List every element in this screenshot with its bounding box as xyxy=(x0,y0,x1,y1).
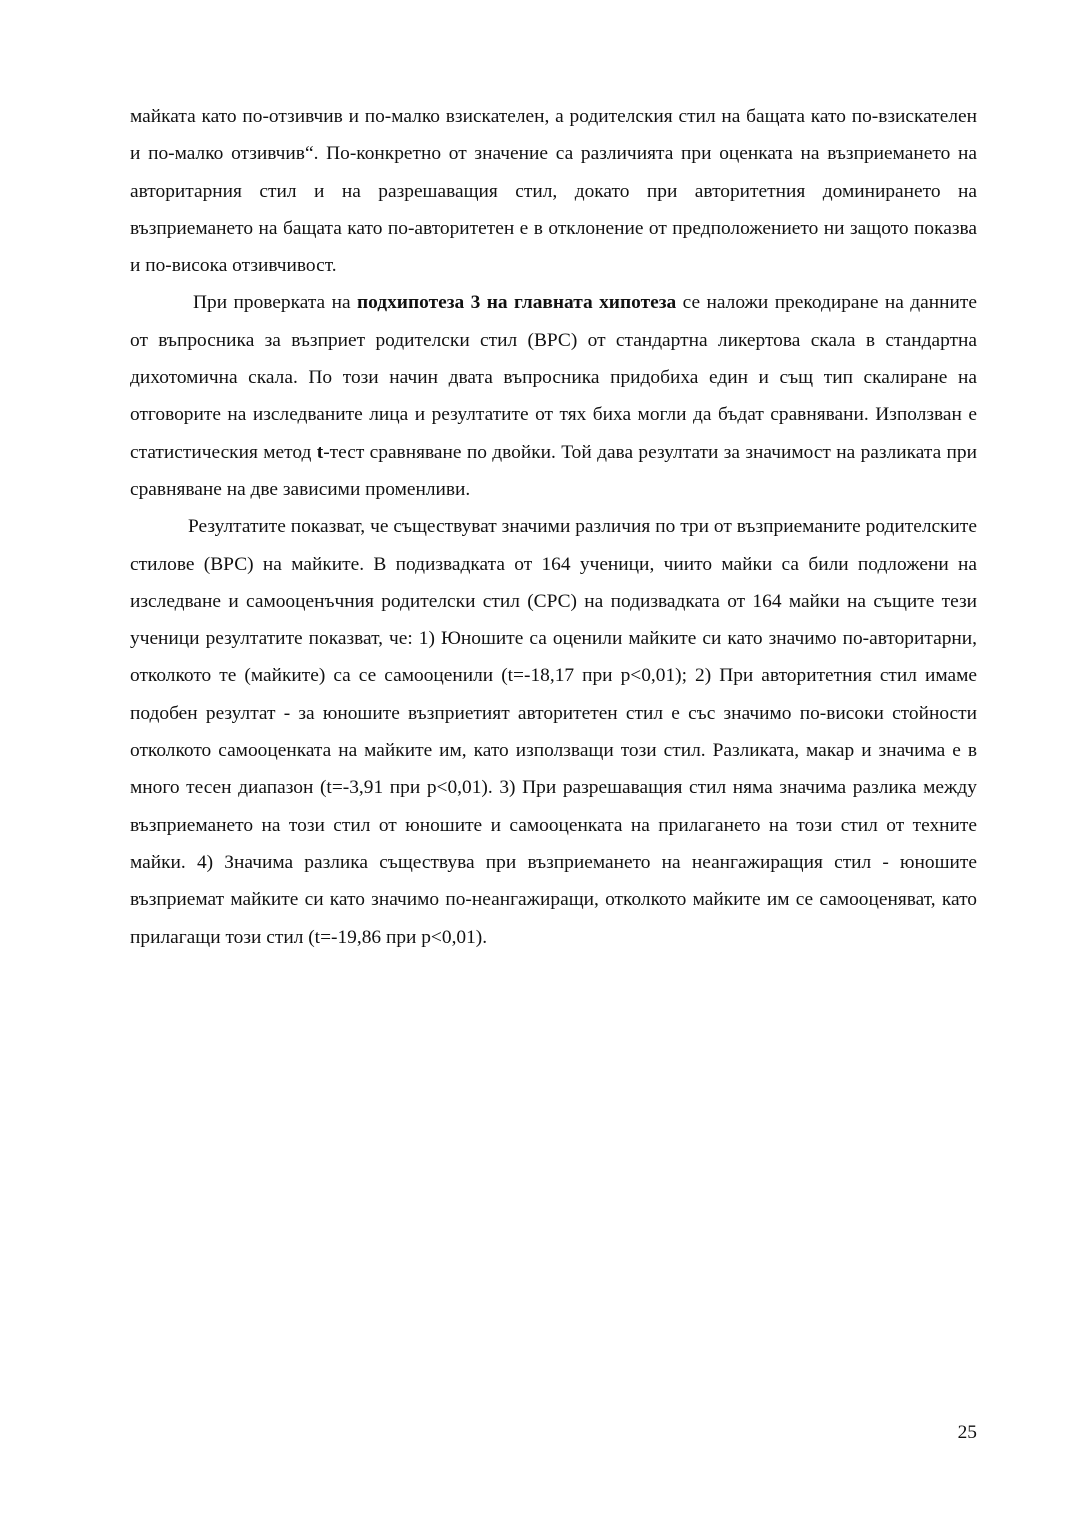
paragraph-2-middle: се наложи прекодиране на данните от въпросника за възприет родителски стил (ВРС) от стандартна ликертова скала в стандартна дихотомична скала. По този начин двата въпросника придобиха един и същ тип скалиране на отговорите на изследваните лица и резултатите от тях биха могли да бъдат сравнявани. Използван е статистическия метод xyxy=(130,292,977,463)
subhypothesis-heading: подхипотеза 3 на главната хипотеза xyxy=(356,292,677,314)
paragraph-3: Резултатите показват, че съществуват значими различия по три от възприеманите родителските стилове (ВРС) на майките. В подизвадката от 164 ученици, чиито майки са били подложени на изследване и самооценъчния родителски стил (СРС) на подизвадката от 164 майки на същите тези ученици резултатите показват, че: 1) Юношите са оценили майките си като значимо по-авторитарни, отколкото те (майките) са се самооценили (t=-18,17 при p<0,01); 2) При авторитетния стил имаме подобен резултат - за юношите възприетият авторитетен стил е със значимо по-високи стойности отколкото самооценката на майките им, като използващи този стил. Разликата, макар и значима е в много тесен диапазон (t=-3,91 при p<0,01). 3) При разрешаващия стил няма значима разлика между възприемането на този стил от юношите и самооценката на прилагането на този стил от техните майки. 4) Значима разлика съществува при възприемането на неангажиращия стил - юношите възприемат майките си като значимо по-неангажиращи, отколкото майките им се самооценяват, като прилагащи този стил (t=-19,86 при p<0,01). xyxy=(130,516,977,948)
paragraph-2 xyxy=(130,284,977,508)
paragraph-2-intro: При проверката на xyxy=(193,292,357,314)
paragraph-2-end: -тест сравняване по двойки. Той дава резултати за значимост на разликата при сравняване на две зависими променливи. xyxy=(130,441,977,500)
body-text xyxy=(130,98,977,956)
page-number: 25 xyxy=(957,1422,977,1443)
t-test-letter: t xyxy=(316,441,324,463)
paragraph-1: майката като по-отзивчив и по-малко взискателен, а родителския стил на бащата като по-взискателен и по-малко отзивчив“. По-конкретно от значение са различията при оценката на възприемането на авторитарния стил и на разрешаващия стил, докато при авторитетния доминирането на възприемането на бащата като по-авторитетен е в отклонение от предположението ни защото показва и по-висока отзивчивост. xyxy=(130,106,977,277)
